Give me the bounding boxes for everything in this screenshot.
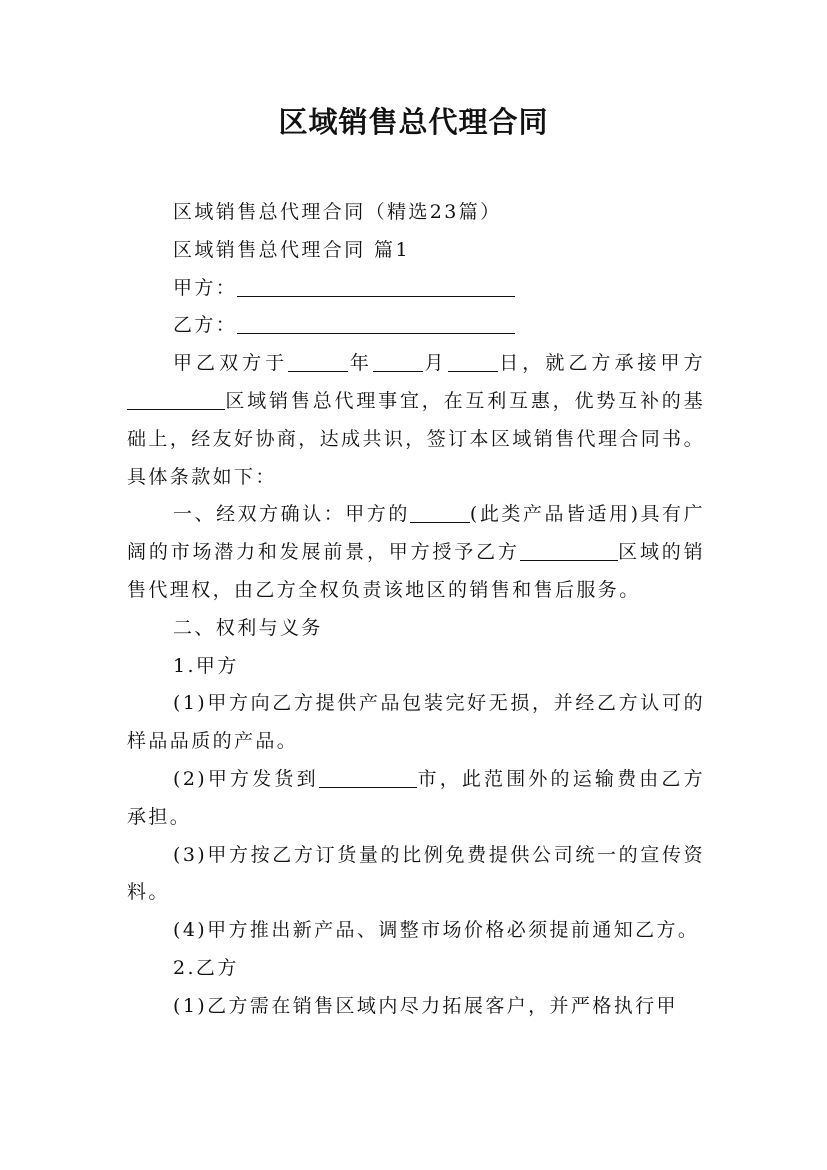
subtitle: 区域销售总代理合同（精选23篇） bbox=[173, 201, 502, 223]
clause-1 bbox=[127, 496, 705, 609]
month-blank bbox=[373, 352, 423, 372]
day-blank bbox=[448, 352, 498, 372]
document-title: 区域销售总代理合同 bbox=[278, 105, 549, 139]
clause-text: 区域的销售代理权，由乙方全权负责该地区的销售和售后服务。 bbox=[127, 541, 705, 601]
party-b-subheading: 2.乙方 bbox=[173, 956, 239, 979]
item-text: 市，此范围外的运输费由乙方承担。 bbox=[127, 767, 705, 828]
party-a-blank bbox=[237, 277, 515, 297]
year-blank bbox=[288, 352, 348, 372]
product-blank bbox=[410, 503, 470, 523]
party-a-line bbox=[127, 270, 705, 308]
intro-text: 日，就乙方承接甲方 bbox=[497, 352, 705, 375]
party-a-item-2 bbox=[127, 761, 705, 837]
section-heading: 区域销售总代理合同 篇1 bbox=[173, 238, 410, 261]
document-body bbox=[127, 194, 705, 1026]
clause-2-heading: 二、权利与义务 bbox=[173, 616, 323, 639]
party-a-label: 甲方： bbox=[173, 276, 238, 299]
party-b-label: 乙方： bbox=[173, 314, 238, 337]
party-b-line bbox=[127, 307, 705, 345]
intro-text: 月 bbox=[422, 352, 448, 375]
party-a-item-4: (4)甲方推出新产品、调整市场价格必须提前通知乙方。 bbox=[173, 919, 700, 942]
intro-paragraph bbox=[127, 345, 705, 496]
party-a-item-1: (1)甲方向乙方提供产品包装完好无损，并经乙方认可的样品品质的产品。 bbox=[127, 692, 705, 753]
party-a-item-3: (3)甲方按乙方订货量的比例免费提供公司统一的宣传资料。 bbox=[127, 843, 705, 904]
party-b-item-1: (1)乙方需在销售区域内尽力拓展客户，并严格执行甲 bbox=[173, 994, 678, 1017]
intro-text: 年 bbox=[348, 352, 373, 375]
intro-text: 甲乙双方于 bbox=[173, 352, 289, 375]
clause-text: 一、经双方确认：甲方的 bbox=[173, 503, 410, 526]
clause-text: (此类产品皆适用)具有广阔的市场潜力和发展前景，甲方授予乙方 bbox=[127, 503, 705, 564]
city-blank bbox=[319, 768, 417, 788]
intro-text: 区域销售总代理事宜，在互利互惠，优势互补的基础上，经友好协商，达成共识，签订本区域销售代理合同书。具体条款如下： bbox=[127, 389, 705, 488]
region-blank bbox=[520, 541, 618, 561]
party-b-blank bbox=[237, 314, 515, 334]
party-a-subheading: 1.甲方 bbox=[173, 654, 239, 677]
region-blank bbox=[127, 390, 225, 410]
item-text: (2)甲方发货到 bbox=[173, 767, 319, 790]
